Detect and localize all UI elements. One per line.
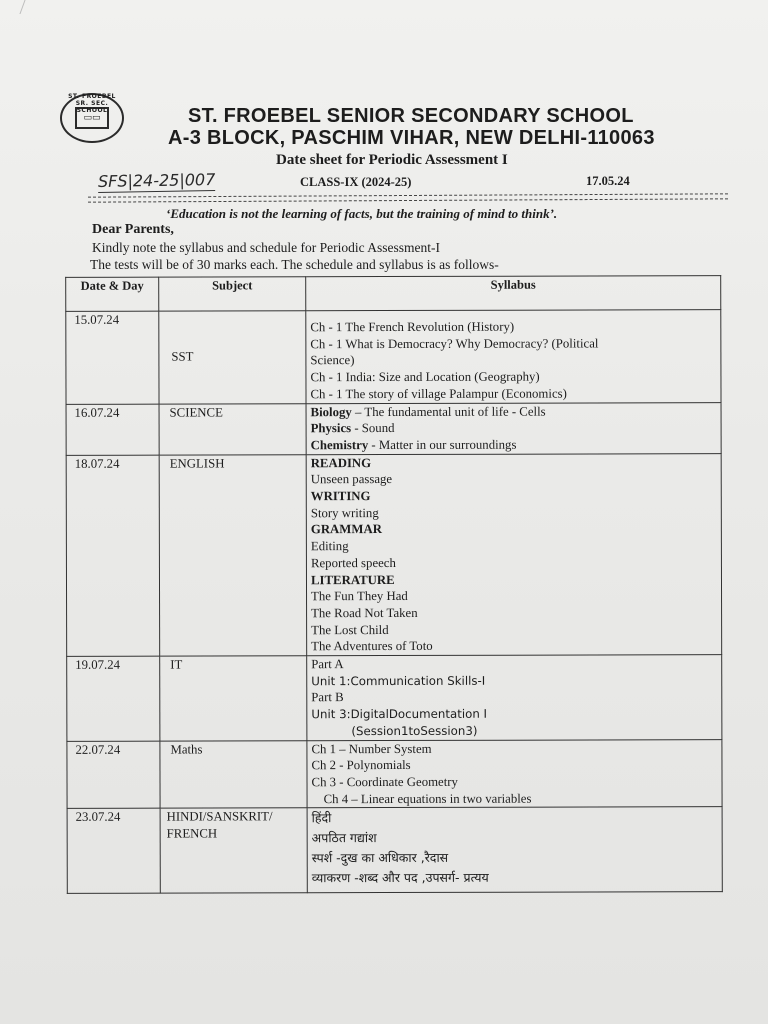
syllabus-line: Science) — [310, 353, 355, 368]
row-syllabus — [307, 739, 722, 808]
table-row — [66, 402, 721, 455]
subject-text: HINDI/SANSKRIT/ — [166, 809, 273, 824]
syllabus-line: The Adventures of Toto — [311, 639, 433, 654]
table-row — [67, 655, 722, 741]
syllabus-label: Biology — [310, 404, 352, 419]
table-row — [66, 310, 721, 404]
syllabus-line: The Road Not Taken — [311, 605, 418, 621]
row-syllabus — [307, 807, 722, 893]
row-date: 16.07.24 — [66, 404, 159, 455]
row-date: 22.07.24 — [67, 741, 160, 809]
syllabus-line: Ch - 1 What is Democracy? Why Democracy? (Political — [310, 336, 599, 351]
syllabus-line: Ch - 1 The French Revolution (History) — [310, 319, 515, 335]
syllabus-line — [311, 436, 717, 454]
row-subject — [160, 740, 307, 808]
syllabus-line: स्पर्श -दुख का अधिकार ,रैदास — [311, 850, 449, 866]
subject-text: Maths — [170, 742, 203, 757]
syllabus-line: Unseen passage — [310, 472, 393, 487]
syllabus-text: - Matter in our surroundings — [368, 437, 517, 452]
logo-arc-text: ST. FROEBEL SR. SEC. SCHOOL — [68, 93, 116, 114]
row-subject — [159, 454, 307, 656]
syllabus-line: Ch - 1 India: Size and Location (Geography) — [310, 369, 540, 385]
header-divider — [88, 193, 728, 202]
syllabus-line: Part B — [311, 690, 344, 705]
syllabus-line: Unit 1:Communication Skills-I — [311, 673, 486, 688]
syllabus-line: Ch 3 - Coordinate Geometry — [311, 774, 458, 790]
row-date: 23.07.24 — [67, 809, 160, 894]
syllabus-line: Unit 3:DigitalDocumentation I — [311, 706, 488, 722]
syllabus-text: – The fundamental unit of life - Cells — [351, 404, 546, 419]
syllabus-label: Chemistry — [310, 437, 369, 453]
intro-line-1: Kindly note the syllabus and schedule for Periodic Assessment-I — [92, 240, 440, 255]
syllabus-line: Ch 1 – Number System — [311, 741, 432, 756]
schedule-table — [65, 275, 723, 894]
row-date: 15.07.24 — [66, 311, 159, 404]
syllabus-line: The Fun They Had — [311, 589, 408, 604]
syllabus-line: Ch 4 – Linear equations in two variables — [323, 791, 532, 806]
motto-quote: ‘Education is not the learning of facts, but the training of mind to think’. — [166, 206, 558, 221]
syllabus-line: Part A — [311, 657, 344, 672]
header-subject: Subject — [159, 277, 306, 311]
syllabus-line — [311, 419, 717, 437]
syllabus-line: अपठित गद्यांश — [311, 830, 377, 846]
table-header-row — [66, 276, 721, 312]
reference-number: SFS|24-25|007 — [97, 169, 216, 192]
syllabus-heading: LITERATURE — [310, 572, 395, 587]
syllabus-line: Editing — [310, 539, 349, 554]
school-name: ST. FROEBEL SENIOR SECONDARY SCHOOL — [188, 105, 634, 127]
subject-text: SST — [171, 349, 194, 364]
syllabus-line: Ch - 1 The story of village Palampur (Economics) — [310, 386, 567, 402]
row-syllabus — [307, 655, 722, 741]
table-row — [67, 807, 722, 894]
row-date: 19.07.24 — [67, 656, 160, 741]
issue-date: 17.05.24 — [586, 174, 630, 188]
class-label: CLASS-IX (2024-25) — [300, 175, 412, 189]
syllabus-line: व्याकरण -शब्द और पद ,उपसर्ग- प्रत्यय — [311, 870, 489, 886]
syllabus-line — [311, 403, 717, 421]
subject-text: SCIENCE — [169, 404, 223, 420]
syllabus-heading: WRITING — [310, 489, 371, 504]
salutation: Dear Parents, — [92, 222, 174, 237]
row-subject — [159, 311, 306, 404]
school-logo — [60, 93, 124, 143]
header-syllabus: Syllabus — [306, 276, 721, 311]
row-syllabus — [306, 453, 722, 656]
subject-text: ENGLISH — [169, 456, 225, 471]
row-subject — [160, 808, 307, 893]
intro-line-2: The tests will be of 30 marks each. The schedule and syllabus is as follows- — [90, 257, 499, 272]
document-title: Date sheet for Periodic Assessment I — [276, 152, 508, 168]
logo-book-icon: ▭▭ — [75, 107, 109, 129]
subject-text: FRENCH — [166, 826, 218, 841]
syllabus-line: Ch 2 - Polynomials — [311, 758, 411, 773]
row-syllabus — [306, 402, 721, 454]
syllabus-text: - Sound — [351, 421, 395, 436]
syllabus-line: Story writing — [310, 505, 379, 520]
row-syllabus — [306, 310, 721, 404]
school-address: A-3 BLOCK, PASCHIM VIHAR, NEW DELHI-110063 — [168, 127, 655, 149]
row-subject — [159, 403, 306, 454]
syllabus-line: The Lost Child — [311, 622, 389, 637]
table-row — [66, 453, 722, 656]
subject-text: IT — [170, 657, 183, 672]
row-subject — [160, 656, 307, 741]
syllabus-line: हिंदी — [311, 810, 332, 826]
page-fold — [0, 0, 26, 14]
header-date: Date & Day — [66, 277, 159, 311]
syllabus-line: Reported speech — [310, 555, 396, 571]
row-date: 18.07.24 — [66, 455, 160, 657]
syllabus-heading: GRAMMAR — [310, 522, 382, 537]
syllabus-label: Physics — [310, 421, 352, 436]
syllabus-line: (Session1toSession3) — [351, 723, 478, 738]
syllabus-heading: READING — [310, 455, 372, 470]
table-row — [67, 739, 722, 809]
